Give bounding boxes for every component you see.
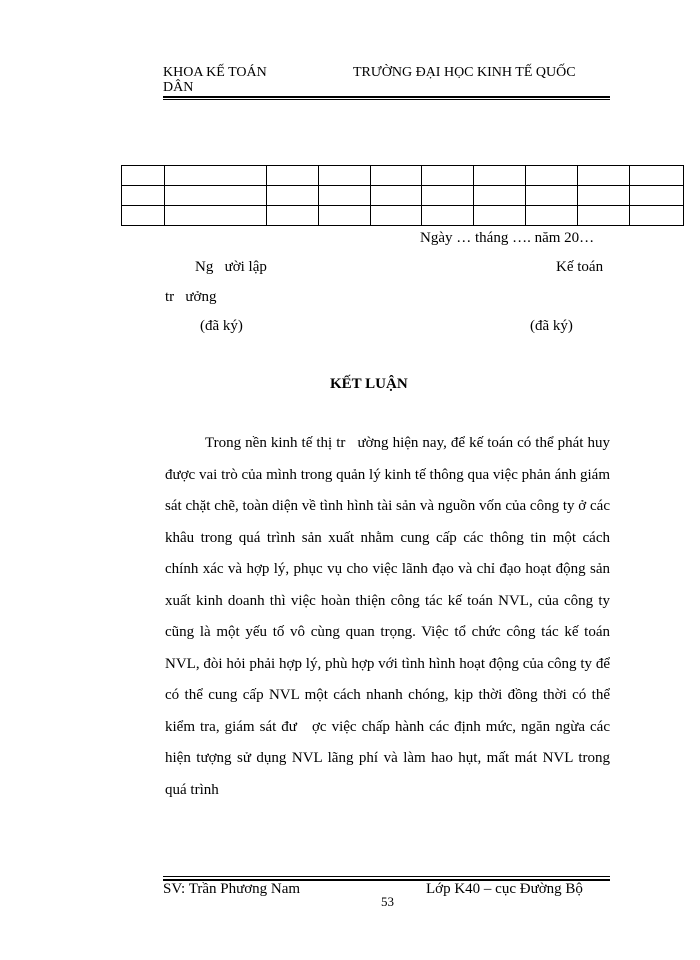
- page-number: 53: [381, 894, 394, 909]
- table-cell: [630, 166, 684, 186]
- table-cell: [578, 186, 630, 206]
- signed-right: (đã ký): [530, 318, 573, 334]
- chief-accountant-label: Kế toán: [556, 259, 604, 275]
- date-line: Ngày … tháng …. năm 20…: [420, 230, 595, 246]
- table-cell: [474, 186, 526, 206]
- table-cell: [526, 186, 578, 206]
- table-cell: [122, 166, 165, 186]
- conclusion-paragraph: Trong nền kinh tế thị tr ường hiện nay, để kế toán có thể phát huy được vai trò của mình trong quản lý kinh tế thông qua việc phản ánh giám sát chặt chẽ, toàn diện về tình hình tài sản và nguồn vốn của công ty ở các khâu trong quá trình sản xuất nhằm cung cấp các thông tin một cách chính xác và hợp lý, phục vụ cho việc lãnh đạo và chỉ đạo hoạt động sản xuất kinh doanh thì việc hoàn thiện công tác kế toán NVL, của công ty cũng là một yếu tố vô cùng quan trọng. Việc tổ chức công tác kế toán NVL, đòi hỏi phải hợp lý, phù hợp với tình hình hoạt động của công ty để có thể cung cấp NVL một cách nhanh chóng, kịp thời đồng thời có thể kiểm tra, giám sát đư ợc việc chấp hành các định mức, ngăn ngừa các hiện tượng sử dụng NVL lãng phí và làm hao hụt, mất mát NVL trong quá trình: [165, 435, 614, 798]
- table-cell: [266, 206, 318, 226]
- table-cell: [164, 186, 266, 206]
- table-cell: [370, 186, 422, 206]
- table-cell: [318, 186, 370, 206]
- table-cell: [422, 166, 474, 186]
- table-cell: [370, 206, 422, 226]
- chief-accountant-label-cont: tr ưởng: [165, 289, 217, 305]
- section-title: KẾT LUẬN: [330, 376, 408, 392]
- table-cell: [422, 186, 474, 206]
- table-cell: [526, 166, 578, 186]
- header-faculty: KHOA KẾ TOÁN: [163, 65, 267, 80]
- table-cell: [318, 206, 370, 226]
- footer-class: Lớp K40 – cục Đường Bộ: [426, 881, 583, 897]
- header-university: TRƯỜNG ĐẠI HỌC KINH TẾ QUỐC: [353, 65, 576, 80]
- footer-student: SV: Trần Phương Nam: [163, 881, 301, 897]
- table-row: [122, 206, 684, 226]
- table-cell: [526, 206, 578, 226]
- header-rule-thick: [163, 96, 610, 98]
- signed-left: (đã ký): [200, 318, 243, 334]
- table-cell: [266, 186, 318, 206]
- table-cell: [164, 166, 266, 186]
- table-row: [122, 166, 684, 186]
- preparer-label: Ng ười lập: [195, 259, 267, 275]
- header-rule-thin: [163, 99, 610, 100]
- table-cell: [630, 186, 684, 206]
- table-cell: [266, 166, 318, 186]
- table-cell: [164, 206, 266, 226]
- table-cell: [474, 206, 526, 226]
- table-cell: [318, 166, 370, 186]
- table-cell: [630, 206, 684, 226]
- table-cell: [122, 206, 165, 226]
- table-cell: [422, 206, 474, 226]
- table-cell: [122, 186, 165, 206]
- data-table: [121, 165, 684, 226]
- table-cell: [578, 166, 630, 186]
- header-university-cont: DÂN: [163, 80, 194, 95]
- footer-rule-thin: [163, 876, 610, 877]
- table-cell: [370, 166, 422, 186]
- table-row: [122, 186, 684, 206]
- table-cell: [474, 166, 526, 186]
- table-cell: [578, 206, 630, 226]
